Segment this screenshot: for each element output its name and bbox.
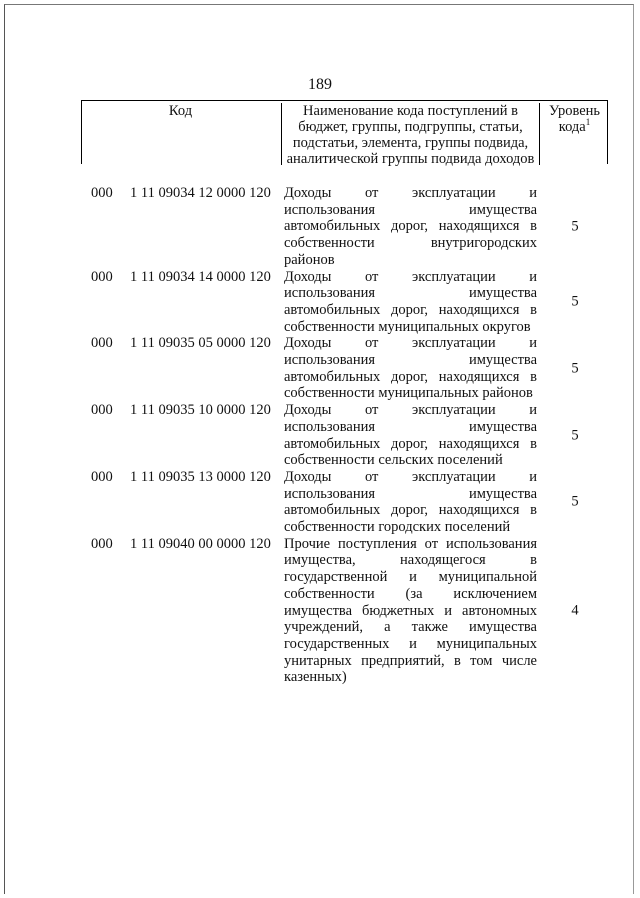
row-name: Доходы от эксплуатации и использования имущества автомобильных дорог, находящихся в собственности городских поселений xyxy=(284,468,537,536)
row-name: Прочие поступления от использования имущества, находящегося в государственной и муниципальной собственности (за исключением имущества бюджетных и автономных учреждений, а также имущества государственных и муниципальных унитарных предприятий, в том числе казенных) xyxy=(284,535,537,686)
row-level: 5 xyxy=(571,360,579,377)
row-name: Доходы от эксплуатации и использования имущества автомобильных дорог, находящихся в собственности внутригородских районов xyxy=(284,185,537,268)
row-prefix: 000 xyxy=(91,535,113,552)
row-code: 1 11 09035 05 0000 120 xyxy=(130,335,271,352)
header-level xyxy=(540,103,609,135)
row-name: Доходы от эксплуатации и использования имущества автомобильных дорог, находящихся в собственности сельских поселений xyxy=(284,402,537,469)
row-prefix: 000 xyxy=(91,268,113,285)
table-row xyxy=(0,269,640,336)
header-code: Код xyxy=(168,103,193,119)
header-level-label: Уровень кода xyxy=(548,103,601,135)
page-number: 189 xyxy=(308,76,332,93)
header-name: Наименование кода поступлений в бюджет, группы, подгруппы, статьи, подстатьи, элемента, группы подвида, аналитической группы подвида доходов xyxy=(281,103,540,165)
row-level: 5 xyxy=(571,218,579,235)
row-prefix: 000 xyxy=(91,468,113,485)
header-level-footnote: 1 xyxy=(585,117,591,128)
table-body xyxy=(0,185,640,686)
row-name: Доходы от эксплуатации и использования имущества автомобильных дорог, находящихся в собственности муниципальных округов xyxy=(284,268,537,335)
row-prefix: 000 xyxy=(91,402,113,419)
row-level: 5 xyxy=(571,293,579,310)
table-row xyxy=(0,402,640,469)
table-header xyxy=(81,100,608,167)
row-prefix: 000 xyxy=(91,335,113,352)
row-prefix: 000 xyxy=(91,185,113,201)
table-row xyxy=(0,469,640,536)
row-code: 1 11 09040 00 0000 120 xyxy=(130,535,271,552)
row-name: Доходы от эксплуатации и использования имущества автомобильных дорог, находящихся в собственности муниципальных районов xyxy=(284,335,537,402)
row-code: 1 11 09034 14 0000 120 xyxy=(130,268,271,285)
table-row xyxy=(0,185,640,269)
row-code: 1 11 09034 12 0000 120 xyxy=(130,185,271,201)
row-code: 1 11 09035 10 0000 120 xyxy=(130,402,271,419)
table-row xyxy=(0,335,640,402)
table-row xyxy=(0,536,640,686)
row-level: 4 xyxy=(571,602,579,619)
row-level: 5 xyxy=(571,494,579,511)
row-code: 1 11 09035 13 0000 120 xyxy=(130,468,271,485)
row-level: 5 xyxy=(571,427,579,444)
